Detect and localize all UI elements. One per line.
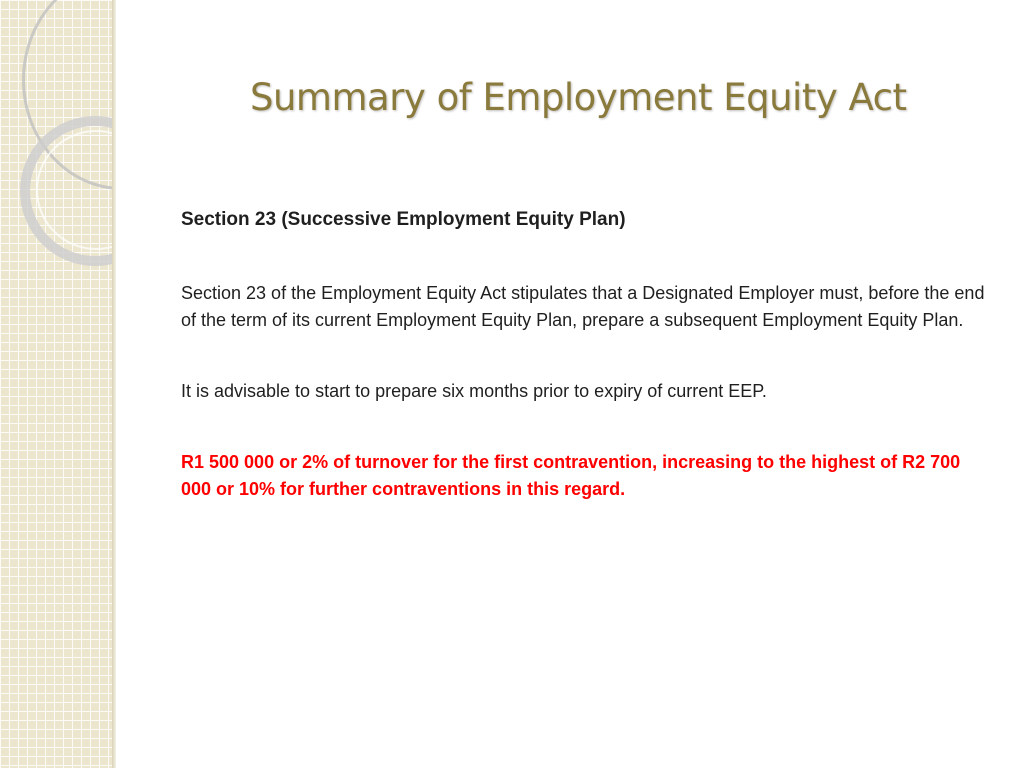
body-paragraph: It is advisable to start to prepare six months prior to expiry of current EEP.	[181, 381, 767, 401]
body-paragraph: Section 23 of the Employment Equity Act stipulates that a Designated Employer must, before the end of the term of its current Employment Equity Plan, prepare a subsequent Employment Equity Plan.	[181, 283, 985, 330]
slide-body	[181, 206, 991, 503]
sidebar-divider	[112, 0, 116, 768]
decorative-sidebar	[0, 0, 112, 768]
penalty-notice: R1 500 000 or 2% of turnover for the first contravention, increasing to the highest of R2 700 000 or 10% for further contraventions in this regard.	[181, 452, 961, 499]
section-heading: Section 23 (Successive Employment Equity Plan)	[181, 209, 626, 230]
slide-title: Summary of Employment Equity Act	[250, 76, 907, 119]
